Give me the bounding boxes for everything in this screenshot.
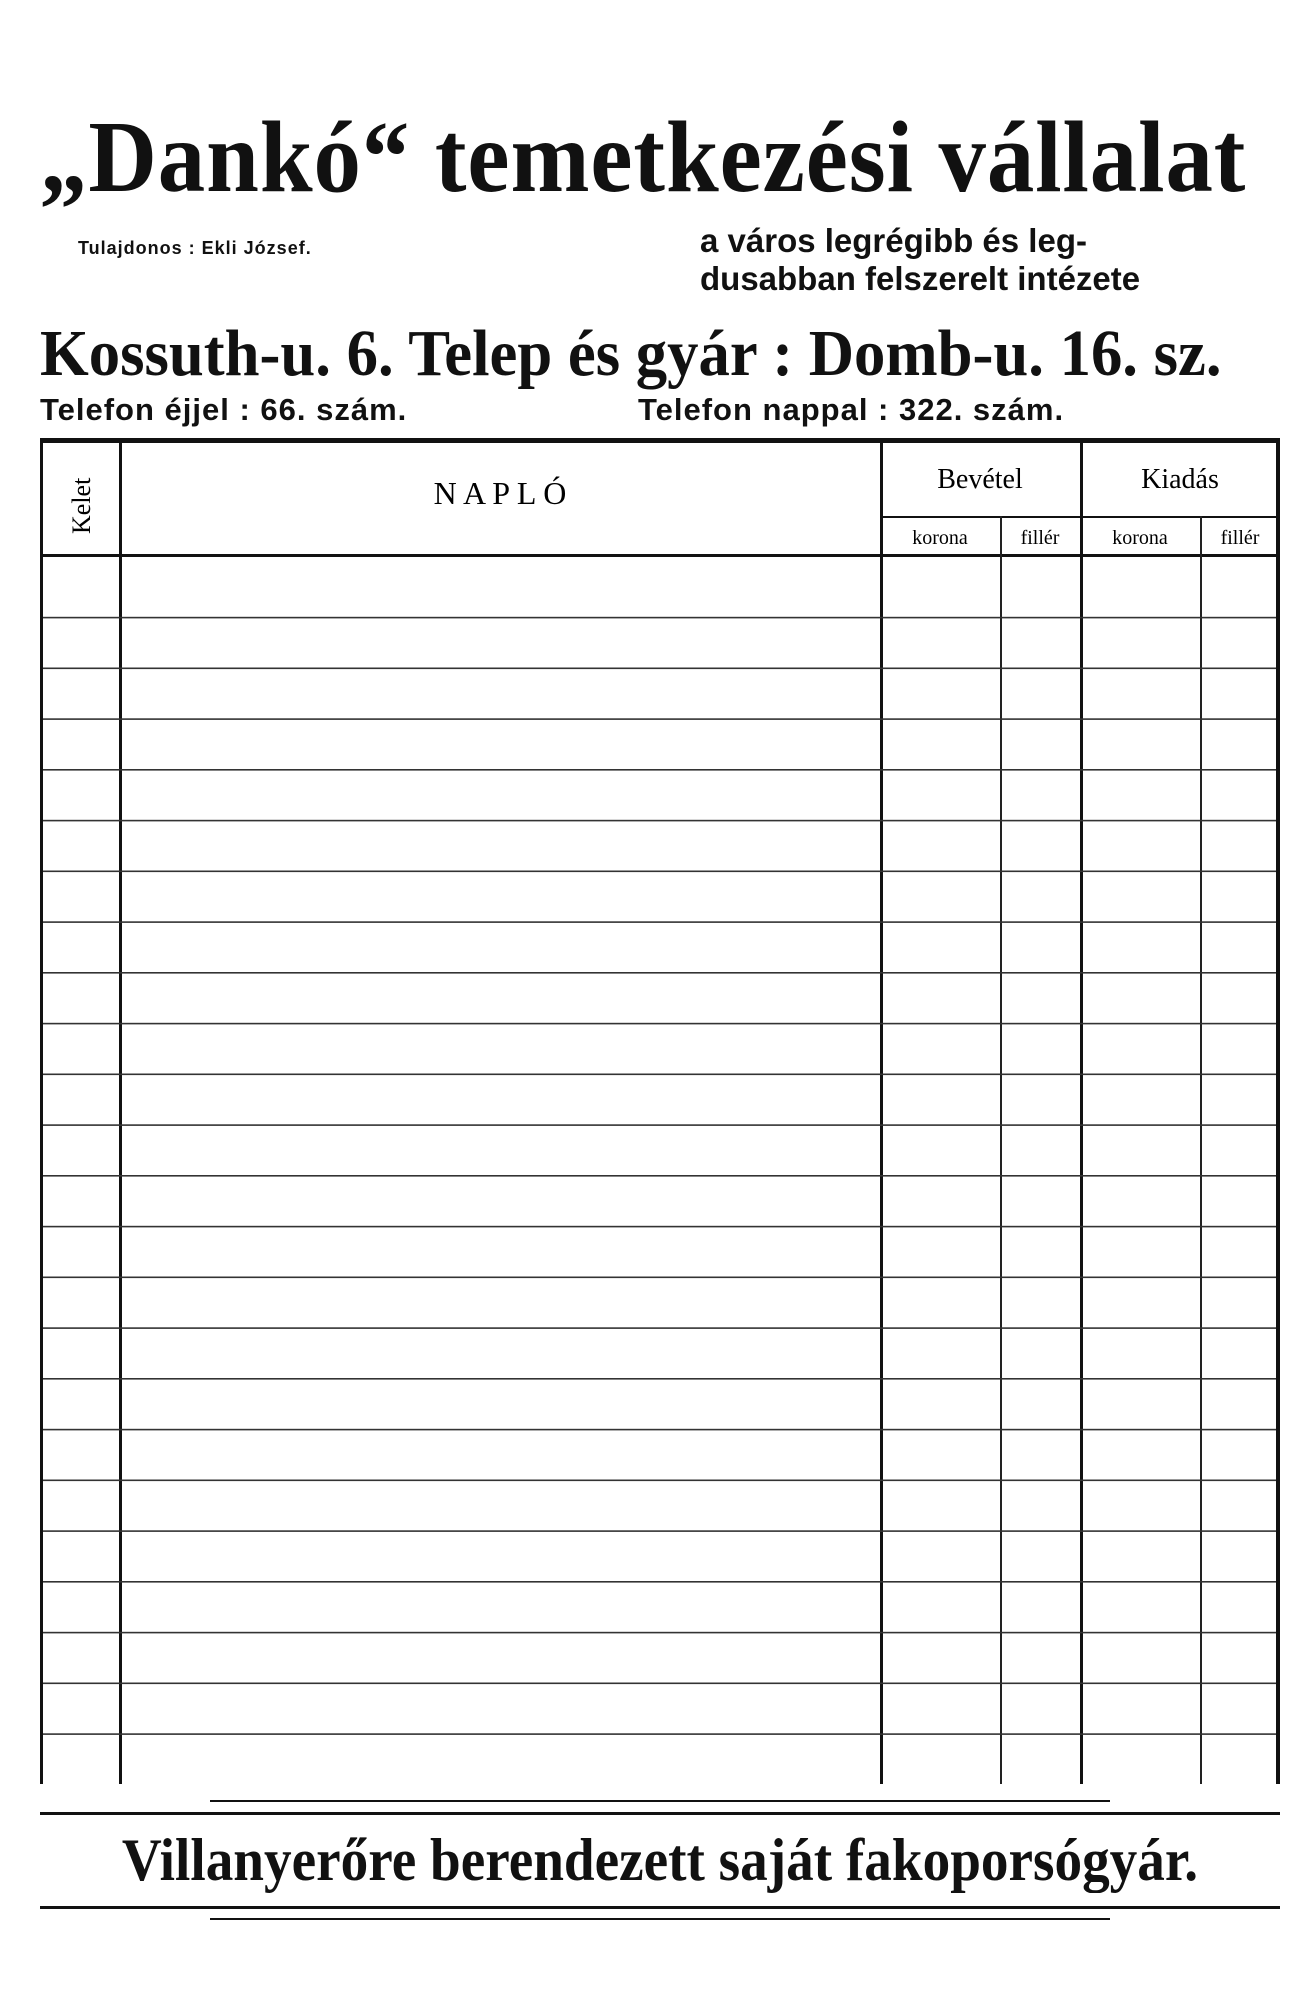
ledger-grid bbox=[40, 438, 1280, 1784]
row-line bbox=[43, 668, 1276, 670]
phone-day: Telefon nappal : 322. szám. bbox=[638, 392, 1065, 427]
row-line bbox=[43, 718, 1276, 720]
row-line bbox=[43, 1733, 1276, 1735]
row-line bbox=[43, 820, 1276, 822]
bev-filler-label: fillér bbox=[1020, 527, 1060, 549]
footer-rule-top bbox=[40, 1812, 1280, 1815]
row-line bbox=[43, 1480, 1276, 1482]
row-line bbox=[43, 1277, 1276, 1279]
row-line bbox=[43, 1226, 1276, 1228]
row-line bbox=[43, 617, 1276, 619]
ledger-right-border bbox=[1276, 438, 1280, 1784]
row-line bbox=[43, 769, 1276, 771]
kia-korona-label: korona bbox=[1112, 527, 1168, 549]
row-line bbox=[43, 972, 1276, 974]
tagline-line-1: a város legrégibb és leg- bbox=[700, 222, 1087, 259]
row-line bbox=[43, 1074, 1276, 1076]
row-line bbox=[43, 1530, 1276, 1532]
owner-line: Tulajdonos : Ekli József. bbox=[78, 238, 312, 258]
divider-bev-korona bbox=[1000, 516, 1002, 1784]
ledger-left-border bbox=[40, 438, 43, 1784]
divider-kia-korona bbox=[1200, 516, 1202, 1784]
col-bevetel-label: Bevétel bbox=[937, 464, 1023, 495]
ledger-rows bbox=[43, 617, 1276, 1784]
phone-night: Telefon éjjel : 66. szám. bbox=[40, 392, 408, 427]
tagline-line-2: dusabban felszerelt intézete bbox=[700, 260, 1141, 297]
row-line bbox=[43, 1175, 1276, 1177]
row-line bbox=[43, 1632, 1276, 1634]
row-line bbox=[43, 1327, 1276, 1329]
bev-korona-label: korona bbox=[912, 527, 968, 549]
footer-text: Villanyerőre berendezett saját fakoporsógyár. bbox=[121, 1827, 1199, 1893]
phone-line bbox=[40, 392, 1290, 428]
footer-rule-bottom bbox=[40, 1906, 1280, 1909]
ledger-top-rule bbox=[40, 438, 1280, 443]
ledger-header-rule bbox=[40, 554, 1280, 557]
row-line bbox=[43, 1429, 1276, 1431]
row-line bbox=[43, 1023, 1276, 1025]
row-line bbox=[43, 871, 1276, 873]
address-line: Kossuth-u. 6. Telep és gyár : Domb-u. 16. sz. bbox=[40, 317, 1222, 390]
row-line bbox=[43, 1124, 1276, 1126]
col-naplo-label: N A P L Ó bbox=[433, 475, 567, 511]
footer-rule-top-thin bbox=[210, 1800, 1110, 1802]
row-line bbox=[43, 1683, 1276, 1685]
col-kelet-label: Kelet bbox=[67, 477, 96, 534]
kia-filler-label: fillér bbox=[1220, 527, 1260, 549]
company-title: „Dankó“ temetkezési vállalat bbox=[40, 101, 1247, 214]
row-line bbox=[43, 921, 1276, 923]
row-line bbox=[43, 1581, 1276, 1583]
footer-rule-bottom-thin bbox=[210, 1918, 1110, 1920]
row-line bbox=[43, 1378, 1276, 1380]
col-kiadas-label: Kiadás bbox=[1141, 464, 1219, 495]
tagline bbox=[700, 222, 1280, 298]
